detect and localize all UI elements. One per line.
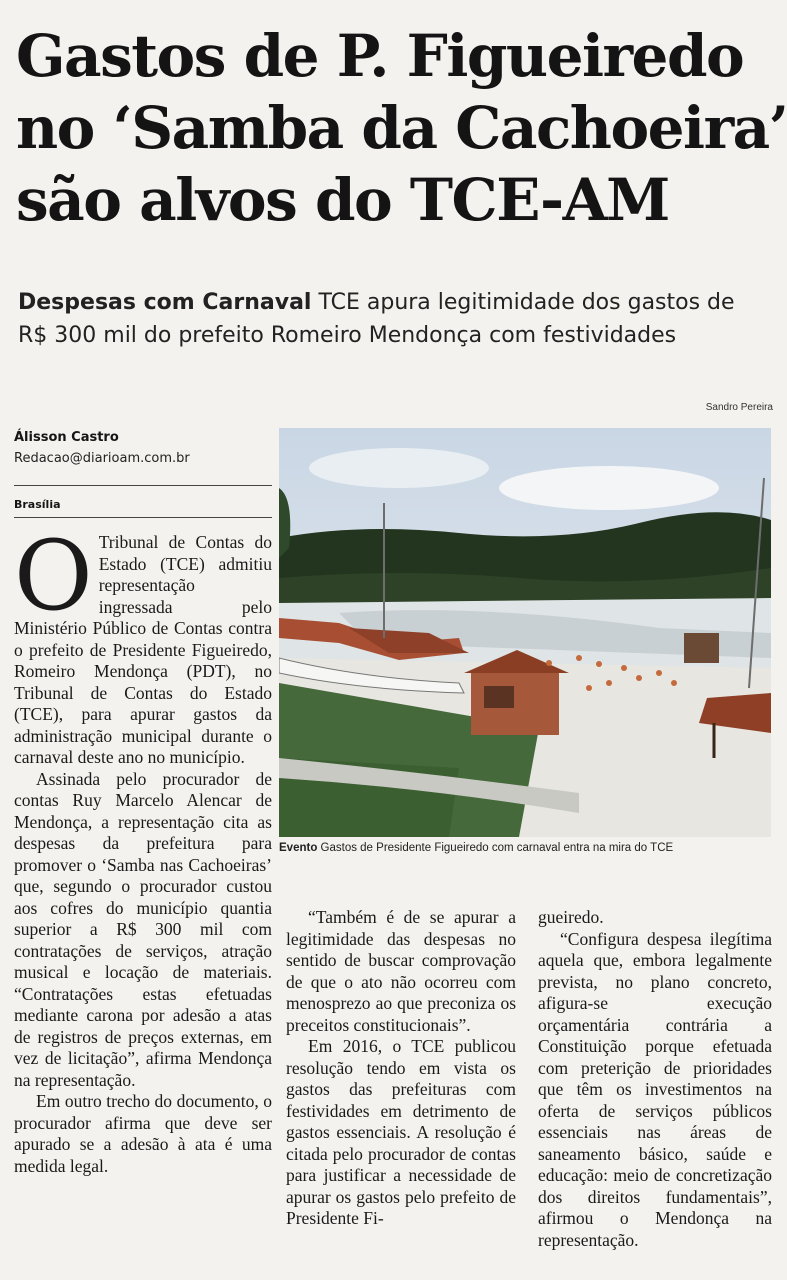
- byline-divider: [14, 485, 272, 486]
- paragraph-5-end: gueiredo.: [538, 907, 604, 927]
- dateline-divider: [14, 517, 272, 518]
- dateline: Brasília: [14, 498, 61, 511]
- column-1: [14, 520, 272, 1177]
- subhead-kicker: Despesas com Carnaval: [18, 290, 312, 315]
- paragraph-6: “Configura despesa ilegítima aquela que, embora legalmente prevista, no plano concreto, afigura-se execução orçamentária contrária a Constituição porque efetuada com preterição de prioridades que têm os investimentos na oferta de serviços públicos essenciais nas áreas de saneamento básico, saúde e educação: meio de concretização dos direitos fundamentais”, afirmou o Mendonça na representação.: [538, 928, 772, 1250]
- caption-text: Gastos de Presidente Figueiredo com carnaval entra na mira do TCE: [317, 842, 674, 854]
- caption-label: Evento: [279, 842, 318, 854]
- paragraph-2: Assinada pelo procurador de contas Ruy Marcelo Alencar de Mendonça, a representação cita as despesas da prefeitura para promover o ‘Samba nas Cachoeiras’ que, segundo o procurador custou aos cofres do município quantia superior a R$ 300 mil com contratações de serviços, atração musical e locação de materiais. “Contratações estas efetuadas mediante carona por adesão a atas de registros de preços externas, em vez de licitação”, afirma Mendonça na representação.: [14, 768, 272, 1090]
- headline: [16, 20, 787, 236]
- photo-image: [279, 428, 771, 837]
- author-name: Álisson Castro: [14, 430, 119, 445]
- article-photo: [279, 428, 771, 837]
- photo-credit: Sandro Pereira: [705, 402, 773, 413]
- drop-cap: O: [14, 520, 93, 632]
- subheadline: [18, 286, 778, 352]
- column-2: [286, 907, 516, 1230]
- paragraph-1: [14, 520, 272, 769]
- headline-line-3: são alvos do TCE-AM: [16, 166, 669, 234]
- author-email: Redacao@diarioam.com.br: [14, 451, 190, 466]
- paragraph-4: “Também é de se apurar a legitimidade das despesas no sentido de buscar comprovação de que o ato não ocorreu com menosprezo ao que preconiza os preceitos constitucionais”.: [286, 907, 516, 1035]
- paragraph-3: Em outro trecho do documento, o procurador afirma que deve ser apurado se a adesão à ata é uma medida legal.: [14, 1091, 272, 1176]
- paragraph-5: Em 2016, o TCE publicou resolução tendo em vista os gastos das prefeituras com festividades em detrimento de gastos essenciais. A resolução é citada pelo procurador de contas para justificar a necessidade de apurar os gastos pelo prefeito de Presidente Fi-: [286, 1036, 516, 1228]
- headline-line-2: no ‘Samba da Cachoeira’: [16, 94, 787, 162]
- subhead-text-2: R$ 300 mil do prefeito Romeiro Mendonça com festividades: [18, 323, 677, 348]
- subhead-text-1: TCE apura legitimidade dos gastos de: [311, 290, 735, 315]
- paragraph-1-text: Tribunal de Contas do Estado (TCE) admitiu representação ingressada pelo Ministério Público de Contas contra o prefeito de Presidente Figueiredo, Romeiro Mendonça (PDT), no Tribunal de Contas do Estado (TCE), para apurar gastos da administração municipal durante o carnaval deste ano no município.: [14, 532, 272, 767]
- photo-caption: [279, 842, 771, 854]
- headline-line-1: Gastos de P. Figueiredo: [16, 22, 744, 90]
- column-3: [538, 907, 772, 1251]
